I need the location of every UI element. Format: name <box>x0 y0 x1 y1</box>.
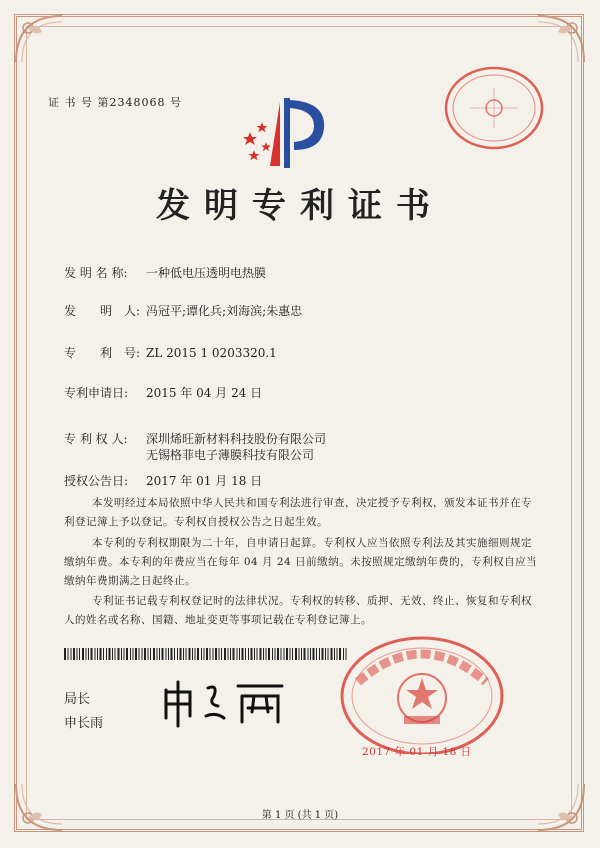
seal-date: 2017 年 01 月 18 日 <box>362 746 472 758</box>
corner-ornament-top-right <box>534 12 588 66</box>
filing-date-value: 2015 年 04 月 24 日 <box>146 386 263 400</box>
director-signature-icon <box>160 678 290 728</box>
grant-date-value: 2017 年 01 月 18 日 <box>146 474 263 488</box>
invention-name-row <box>64 264 266 281</box>
patentee-value-2: 无锡格菲电子薄膜科技有限公司 <box>146 448 315 462</box>
grant-date-row <box>64 472 262 489</box>
barcode <box>64 648 350 660</box>
patent-office-logo-icon <box>240 92 336 172</box>
paragraph-grant-statement: 本发明经过本局依照中华人民共和国专利法进行审查，决定授予专利权，颁发本证书并在专利登记簿上予以登记。专利权自授权公告之日起生效。 <box>64 497 532 528</box>
patentee-row <box>64 430 326 447</box>
patent-number-label: 专 利 号: <box>64 346 141 360</box>
director-title: 局长 <box>64 692 91 707</box>
top-right-red-seal-icon <box>440 62 548 154</box>
inventors-value: 冯冠平;谭化兵;刘海滨;朱惠忠 <box>146 304 303 318</box>
invention-name-value: 一种低电压透明电热膜 <box>146 266 267 280</box>
paragraph-term-fees: 本专利的专利权期限为二十年，自申请日起算。专利权人应当依照专利法及其实施细则规定缴纳年费。本专利的年费应当在每年 04 月 24 日前缴纳。未按照规定缴纳年费的，专利权自应当缴纳年费期满之日起终止。 <box>64 537 538 587</box>
corner-ornament-top-left <box>12 12 66 66</box>
filing-date-row <box>64 384 262 401</box>
director-name: 申长雨 <box>64 716 104 731</box>
patent-number-row <box>64 344 277 361</box>
paragraph-legal-status: 专利证书记载专利权登记时的法律状况。专利权的转移、质押、无效、终止、恢复和专利权人的姓名或名称、国籍、地址变更等事项记载在专利登记簿上。 <box>64 595 532 626</box>
page-number: 第 1 页 (共 1 页) <box>261 810 339 821</box>
national-ip-office-seal-icon <box>338 632 506 754</box>
patent-number-value: ZL 2015 1 0203320.1 <box>146 346 277 360</box>
document-title: 发明专利证书 <box>156 186 444 226</box>
patentee-value-1: 深圳烯旺新材料科技股份有限公司 <box>146 432 327 446</box>
grant-date-label: 授权公告日: <box>64 474 129 488</box>
patentee-label: 专 利 权 人: <box>64 432 128 446</box>
filing-date-label: 专利申请日: <box>64 386 129 400</box>
invention-name-label: 发 明 名 称: <box>64 266 128 280</box>
inventors-label: 发 明 人: <box>64 304 141 318</box>
inventors-row <box>64 302 302 319</box>
certificate-number: 证 书 号 第2348068 号 <box>48 96 182 109</box>
